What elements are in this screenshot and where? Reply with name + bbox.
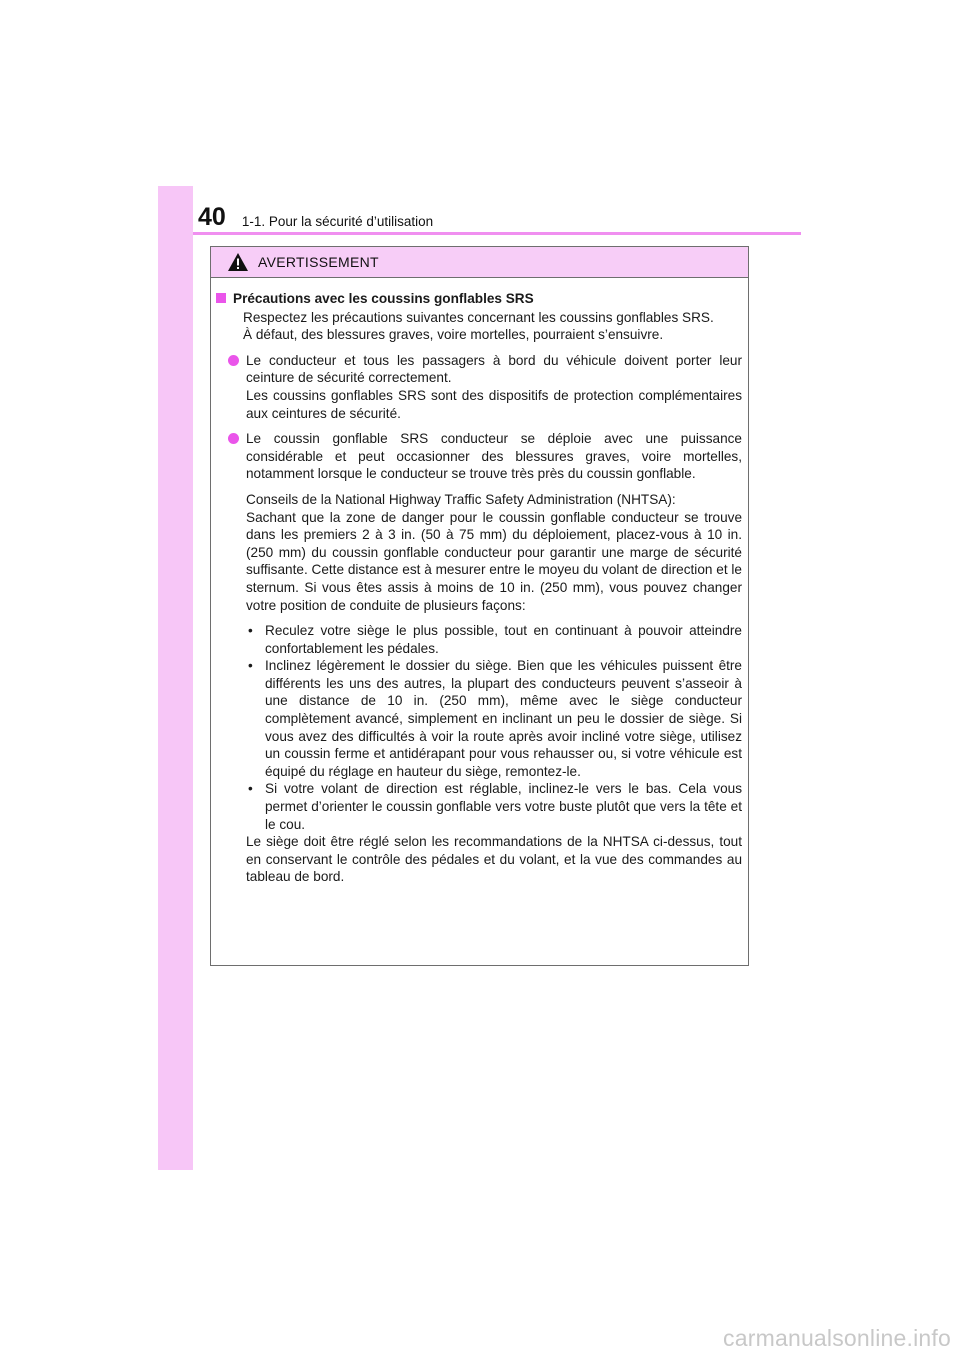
sub-list: [216, 622, 742, 833]
side-color-band: [158, 186, 193, 1170]
warning-heading: [216, 290, 742, 308]
warning-title: AVERTISSEMENT: [258, 254, 379, 270]
page-number: 40: [198, 203, 226, 231]
list-item: [216, 352, 742, 422]
closing-paragraph: Le siège doit être réglé selon les recommandations de la NHTSA ci-dessus, tout en conservant le contrôle des pédales et du volant, et la vue des commandes au tableau de bord.: [246, 834, 742, 885]
square-bullet-icon: [216, 293, 226, 303]
sub-list-item: [246, 657, 742, 780]
watermark: carmanualsonline.info: [723, 1325, 951, 1351]
warning-heading-text: Précautions avec les coussins gonflables SRS: [233, 291, 534, 306]
sub-list-item: [246, 622, 742, 657]
bullet-1-text: Le conducteur et tous les passagers à bord du véhicule doivent porter leur ceinture de sécurité correctement.: [246, 352, 742, 386]
sub-list-item-text: Reculez votre siège le plus possible, tout en continuant à pouvoir atteindre confortablement les pédales.: [265, 623, 742, 656]
intro-block: [216, 309, 742, 344]
intro-paragraph-1: Respectez les précautions suivantes concernant les coussins gonflables SRS.: [243, 309, 714, 325]
warning-box: [210, 246, 749, 966]
section-title: 1-1. Pour la sécurité d’utilisation: [241, 214, 434, 229]
sub-list-item-text: Inclinez légèrement le dossier du siège. Bien que les véhicules puissent être différents les uns des autres, la plupart des conducteurs peuvent s’asseoir à une distance de 10 in. (250 mm), même avec le siège conducteur complètement avancé, simplement en inclinant un peu le dossier de siège. Si vous avez des difficultés à voir la route après avoir incliné votre siège, utilisez un coussin ferme et antidérapant pour vous rehausser ou, si votre véhicule est équipé du réglage en hauteur du siège, remontez-le.: [265, 658, 742, 779]
list-item: [216, 430, 742, 483]
header-divider: [193, 232, 801, 235]
nhtsa-line-2: Sachant que la zone de danger pour le coussin gonflable conducteur se trouve dans les premiers 2 à 3 in. (50 à 75 mm) du déploiement, placez-vous à 10 in. (250 mm) du coussin gonflable conducteur pour garantir une marge de sécurité suffisante. Cette distance est à mesurer entre le moyeu du volant de direction et le sternum. Si vous êtes assis à moins de 10 in. (250 mm), vous pouvez changer votre position de conduite de plusieurs façons:: [246, 509, 742, 613]
round-bullet-icon: [228, 355, 239, 366]
warning-triangle-icon: [227, 252, 249, 272]
round-bullet-icon: [228, 433, 239, 444]
bullet-dot-icon: •: [248, 623, 253, 639]
nhtsa-block: [216, 491, 742, 614]
bullet-2-text: Le coussin gonflable SRS conducteur se déploie avec une puissance considérable et peut occasionner des blessures graves, voire mortelles, notamment lorsque le conducteur se trouve très près du coussin gonflable.: [246, 431, 742, 482]
bullet-1-text-b: Les coussins gonflables SRS sont des dispositifs de protection complémentaires aux ceintures de sécurité.: [246, 387, 742, 421]
bullet-dot-icon: •: [248, 781, 253, 797]
sub-list-item: [246, 780, 742, 833]
sub-list-item-text: Si votre volant de direction est réglable, inclinez-le vers le bas. Cela vous permet d’orienter le coussin gonflable vers votre buste plutôt que vers la tête et le cou.: [265, 781, 742, 832]
nhtsa-line-1: Conseils de la National Highway Traffic Safety Administration (NHTSA):: [246, 491, 676, 507]
warning-body: [211, 278, 748, 886]
warning-header: [211, 247, 748, 278]
page-header: [198, 200, 433, 230]
bullet-dot-icon: •: [248, 658, 253, 674]
intro-paragraph-2: À défaut, des blessures graves, voire mortelles, pourraient s’ensuivre.: [243, 327, 664, 343]
